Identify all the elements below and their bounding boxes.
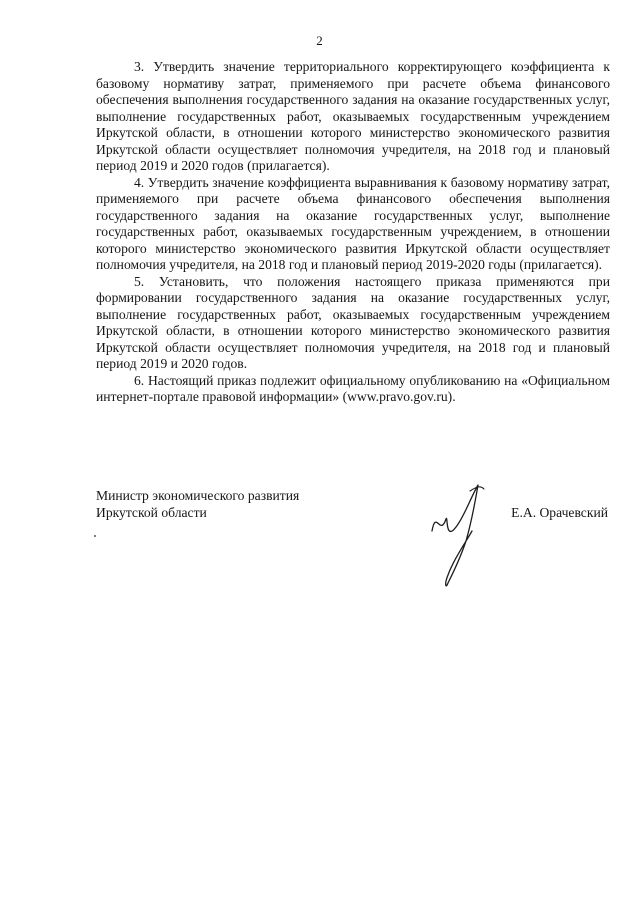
signer-title [96,487,299,521]
scan-speck [94,535,96,537]
signer-title-line-2: Иркутской области [96,505,207,520]
page-number: 2 [316,33,323,48]
signature-block [96,487,610,607]
paragraph-5: 5. Установить, что положения настоящего приказа применяются при формировании государственного задания на оказание государственных услуг, выполнение государственных работ, оказываемых государственным учреждением Иркутской области, в отношении которого министерство экономического развития Иркутской области осуществляет полномочия учредителя, на 2018 год и плановый период 2019 и 2020 годов. [96,273,610,371]
signer-title-line-1: Министр экономического развития [96,488,300,503]
paragraph-3: 3. Утвердить значение территориального корректирующего коэффициента к базовому нормативу затрат, применяемого при расчете объема финансового обеспечения выполнения государственного задания на оказание государственных услуг, выполнение государственных работ, оказываемых государственным учреждением Иркутской области, в отношении которого министерство экономического развития Иркутской области осуществляет полномочия учредителя, на 2018 год и плановый период 2019 и 2020 годов (прилагается). [96,59,610,173]
handwritten-signature [426,479,516,594]
document-body [96,59,610,406]
signer-name: Е.А. Орачевский [511,505,608,520]
paragraph-4: 4. Утвердить значение коэффициента выравнивания к базовому нормативу затрат, применяемого при расчете объема финансового обеспечения выполнения государственного задания на оказание государственных услуг, выполнение государственных работ, оказываемых государственным учреждением, в отношении которого министерство экономического развития Иркутской области осуществляет полномочия учредителя, на 2018 год и плановый период 2019-2020 годы (прилагается). [96,174,610,272]
paragraph-6: 6. Настоящий приказ подлежит официальному опубликованию на «Официальном интернет-портале правовой информации» (www.pravo.gov.ru). [96,372,610,404]
